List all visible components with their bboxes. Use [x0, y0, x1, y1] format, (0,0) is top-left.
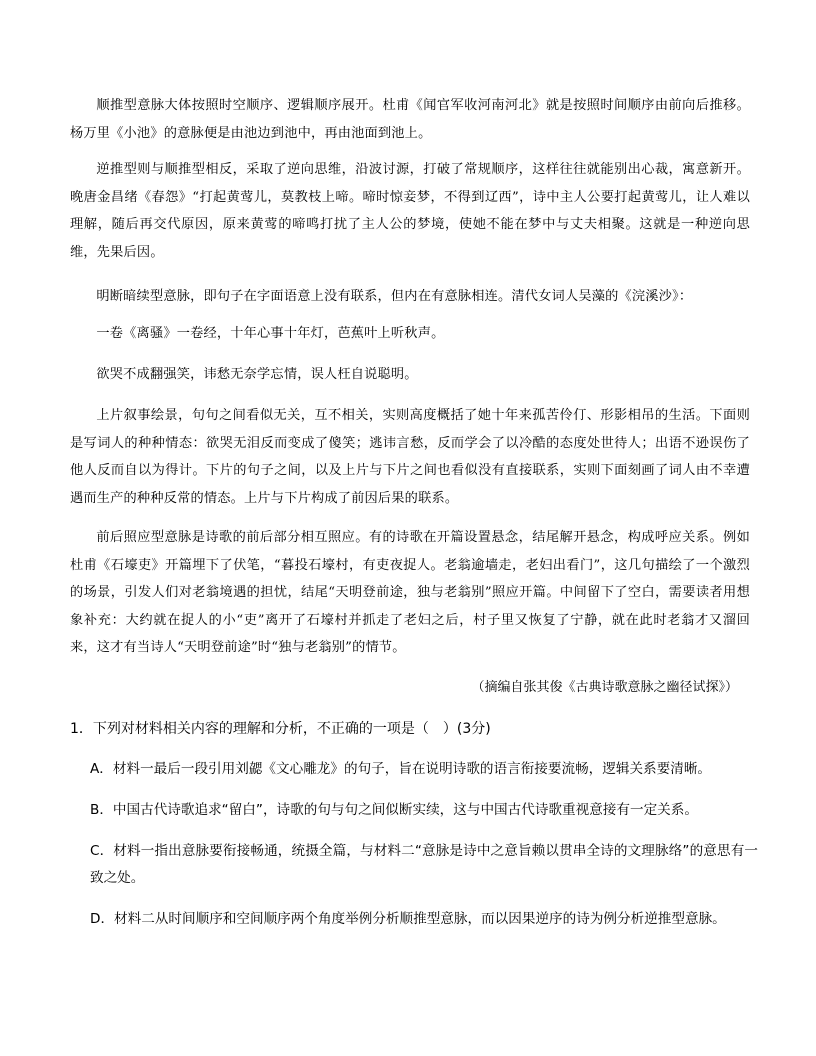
paragraph-reverse-sequence: 逆推型则与顺推型相反，采取了逆向思维，沿波讨源，打破了常规顺序，这样往往就能别出心裁，寓意新开。晚唐金昌绪《春怨》“打起黄莺儿，莫教枝上啼。啼时惊妾梦，不得到辽西”，诗中主人公要打起黄莺儿，让人难以理解，随后再交代原因，原来黄莺的啼鸣打扰了主人公的梦境，使她不能在梦中与丈夫相聚。这就是一种逆向思维，先果后因。 [70, 162, 750, 260]
paragraph-poem-analysis: 上片叙事绘景，句句之间看似无关，互不相关，实则高度概括了她十年来孤苦伶仃、形影相吊的生活。下面则是写词人的种种情态：欲哭无泪反而变成了傻笑；逃讳言愁，反而学会了以冷酷的态度处世待人；出语不逊误伤了他人反而自以为得计。下片的句子之间，以及上片与下片之间也看似没有直接联系，实则下面刻画了词人由不幸遭遇而生产的种种反常的情态。上片与下片构成了前因后果的联系。 [70, 408, 750, 506]
paragraph-forward-sequence: 顺推型意脉大体按照时空顺序、逻辑顺序展开。杜甫《闻官军收河南河北》就是按照时间顺序由前向后推移。杨万里《小池》的意脉便是由池边到池中，再由池面到池上。 [70, 98, 750, 141]
poem-line-2: 欲哭不成翻强笑，讳愁无奈学忘情，误人枉自说聪明。 [96, 367, 418, 382]
option-b: B．中国古代诗歌追求“留白”，诗歌的句与句之间似断实续，这与中国古代诗歌重视意接有一定关系。 [90, 802, 698, 818]
option-c: C．材料一指出意脉要衔接畅通，统摄全篇，与材料二“意脉是诗中之意旨赖以贯串全诗的文理脉络”的意思有一致之处。 [90, 843, 758, 886]
paragraph-echo-type: 前后照应型意脉是诗歌的前后部分相互照应。有的诗歌在开篇设置悬念，结尾解开悬念，构成呼应关系。例如杜甫《石壕吏》开篇埋下了伏笔，“暮投石壕村，有吏夜捉人。老翁逾墙走，老妇出看门”，这几句描绘了一个激烈的场景，引发人们对老翁境遇的担忧，结尾“天明登前途，独与老翁别”照应开篇。中间留下了空白，需要读者用想象补充：大约就在捉人的小“吏”离开了石壕村并抓走了老妇之后，村子里又恢复了宁静，就在此时老翁才又溜回来，这才有当诗人“天明登前途”时“独与老翁别”的情节。 [70, 530, 750, 655]
question-stem: 1．下列对材料相关内容的理解和分析，不正确的一项是（ ）(3分) [70, 721, 491, 737]
option-d: D．材料二从时间顺序和空间顺序两个角度举例分析顺推型意脉，而以因果逆序的诗为例分析逆推型意脉。 [90, 911, 726, 927]
option-a: A．材料一最后一段引用刘勰《文心雕龙》的句子，旨在说明诗歌的语言衔接要流畅，逻辑关系要清晰。 [90, 761, 712, 777]
poem-line-1: 一卷《离骚》一卷经，十年心事十年灯，芭蕉叶上听秋声。 [96, 326, 445, 341]
source-citation: （摘编自张其俊《古典诗歌意脉之幽径试探》） [471, 680, 738, 695]
paragraph-broken-continuous: 明断暗续型意脉，即句子在字面语意上没有联系，但内在有意脉相连。清代女词人吴藻的《浣溪沙》： [96, 289, 693, 304]
